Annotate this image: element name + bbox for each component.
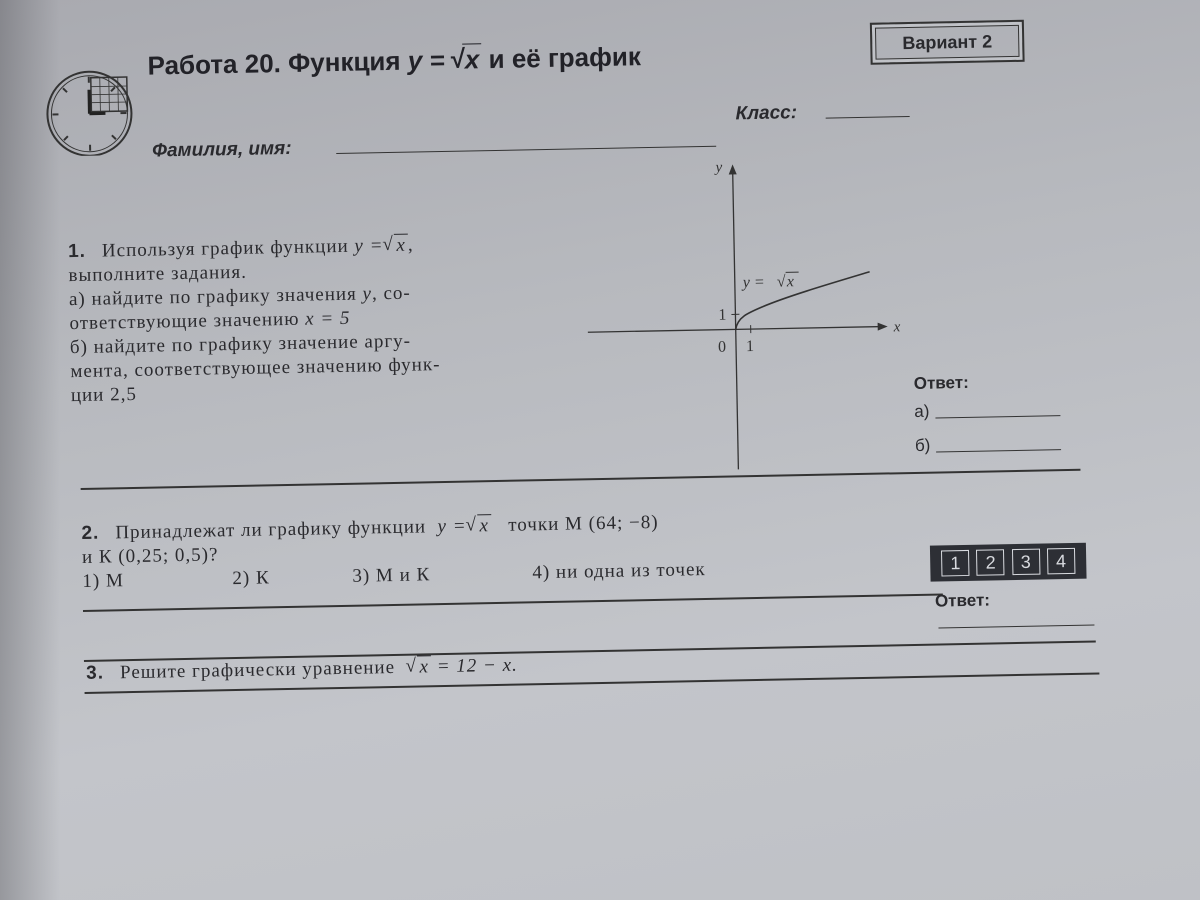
divider — [81, 469, 1081, 490]
task-1-line-2: выполните задания. — [68, 261, 248, 287]
curve-label-arg: x — [786, 273, 795, 291]
title-sqrt — [452, 44, 482, 76]
class-label: Класс: — [735, 102, 798, 125]
task-2-answer-label: Ответ: — [934, 590, 991, 611]
task-1-answer-label: Ответ: — [913, 372, 969, 393]
task-3-sqrt-arg: x — [417, 655, 431, 677]
task-1-line-1-end: , — [407, 234, 414, 256]
clock-icon — [43, 67, 145, 157]
task-1-sqrt — [383, 234, 408, 258]
task-3-eq-rhs: = 12 − x. — [436, 654, 519, 678]
task-1-line-1: Используя график функции — [101, 235, 349, 262]
class-field[interactable] — [826, 116, 910, 119]
answer-box-1[interactable]: 1 — [941, 550, 969, 577]
divider — [83, 593, 943, 612]
answer-boxes — [930, 543, 1087, 582]
task-1 — [68, 231, 551, 408]
task-3-text: Решите графически уравнение — [119, 656, 396, 684]
task-2-option-1: 1) М — [82, 570, 125, 592]
task-2-func-lhs: y = — [437, 515, 467, 538]
task-2-line-1-end: точки М (64; −8) — [508, 511, 659, 536]
x-axis-arrow — [878, 322, 888, 330]
task-2 — [81, 505, 942, 593]
task-1-answer-b — [915, 433, 1062, 456]
task-1-answer-b-field[interactable] — [936, 449, 1061, 452]
task-2-line-2: и К (0,25; 0,5)? — [81, 544, 219, 568]
task-1-answer-a-label: а) — [914, 401, 930, 421]
task-1-func-lhs: y = — [354, 235, 384, 257]
task-2-answer-field[interactable] — [938, 625, 1094, 629]
task-1-line-3: а) найдите по графику значения — [68, 283, 358, 311]
y-axis — [733, 169, 739, 469]
task-1-line-6: мента, соответствующее значению функ- — [70, 354, 441, 383]
curve-label-lhs: y = — [742, 273, 765, 292]
page-title — [147, 41, 641, 81]
task-2-number: 2. — [81, 522, 100, 544]
task-1-answer-b-label: б) — [914, 435, 931, 455]
origin-label: 0 — [717, 338, 727, 356]
task-3-number: 3. — [85, 662, 105, 684]
task-1-answer-a-field[interactable] — [936, 415, 1061, 418]
title-prefix: Работа 20. Функция — [147, 45, 401, 81]
task-1-line-4: ответствующие значению — [69, 308, 300, 335]
task-1-line-5: б) найдите по графику значение аргу- — [69, 330, 412, 359]
task-1-line-3-var: y — [362, 283, 373, 305]
answer-box-4[interactable]: 4 — [1047, 548, 1075, 575]
task-1-line-3-end: , со- — [371, 282, 411, 305]
task-2-sqrt — [466, 514, 491, 538]
task-2-option-4: 4) ни одна из точек — [532, 558, 706, 584]
task-2-option-3: 3) М и К — [352, 564, 431, 587]
task-1-answer-a — [914, 399, 1060, 422]
sqrt-graph — [584, 144, 920, 480]
title-func-lhs: y = — [407, 44, 445, 76]
y-unit-label: 1 — [718, 306, 727, 324]
x-unit-label: 1 — [745, 338, 755, 356]
y-axis-label: y — [715, 159, 723, 176]
title-sqrt-arg: x — [463, 43, 482, 74]
task-1-number: 1. — [67, 240, 87, 263]
x-axis-label: x — [893, 319, 901, 336]
name-label: Фамилия, имя: — [151, 137, 292, 162]
answer-box-2[interactable]: 2 — [976, 549, 1004, 576]
task-3-sqrt — [406, 655, 431, 679]
task-1-line-4-expr: x = 5 — [304, 307, 351, 330]
task-1-sqrt-arg: x — [394, 234, 408, 256]
task-2-line-1: Принадлежат ли графику функции — [115, 516, 427, 544]
task-2-option-2: 2) К — [232, 567, 270, 590]
task-2-sqrt-arg: x — [477, 514, 491, 536]
curve-label-radical: √ — [776, 273, 786, 291]
y-axis-arrow — [729, 164, 737, 174]
variant-badge: Вариант 2 — [870, 20, 1025, 65]
title-suffix: и её график — [488, 41, 642, 75]
answer-box-3[interactable]: 3 — [1012, 549, 1040, 576]
task-1-line-7: ции 2,5 — [70, 383, 138, 407]
